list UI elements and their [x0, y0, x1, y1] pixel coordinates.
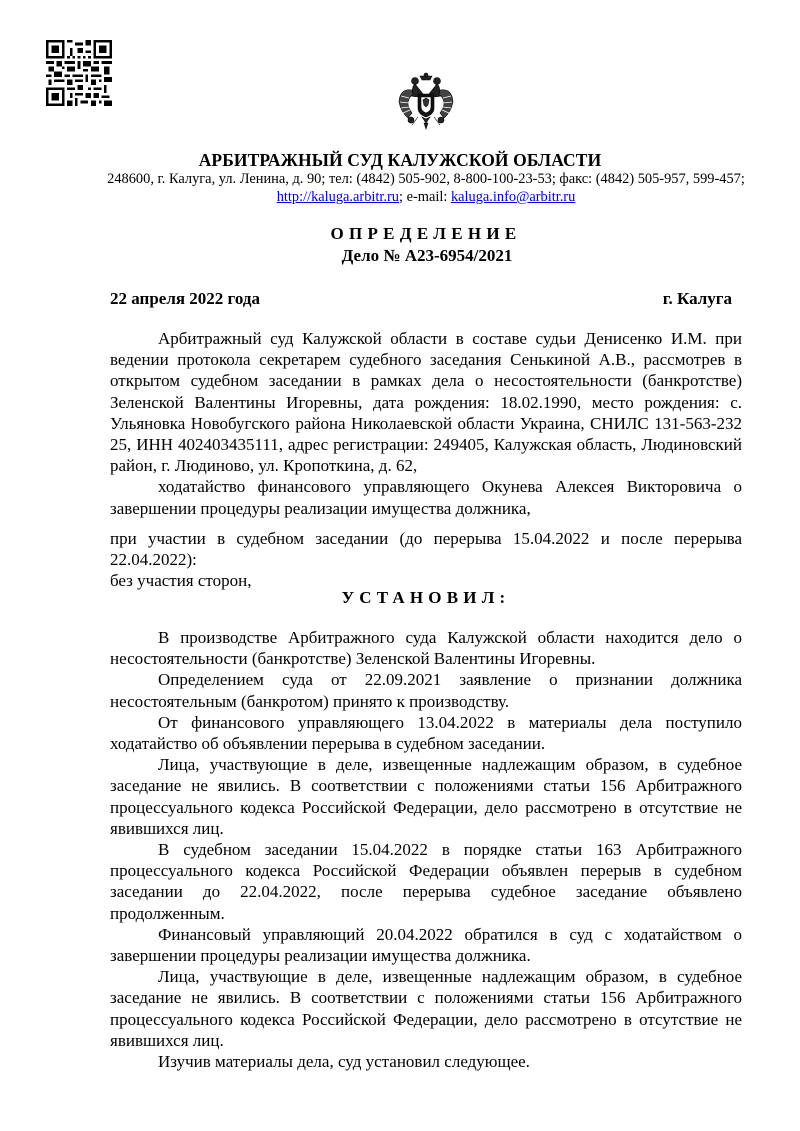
established-paragraph: Финансовый управляющий 20.04.2022 обратился в суд с ходатайством о завершении процедуры реализации имущества должника. [110, 924, 742, 966]
email-link[interactable]: kaluga.info@arbitr.ru [450, 189, 576, 205]
court-name: АРБИТРАЖНЫЙ СУД КАЛУЖСКОЙ ОБЛАСТИ [198, 150, 602, 170]
no-parties-line: без участия сторон, [110, 571, 252, 591]
established-paragraph: От финансового управляющего 13.04.2022 в материалы дела поступило ходатайство об объявлении перерыва в судебном заседании. [110, 712, 742, 754]
established-paragraph: Лица, участвующие в деле, извещенные надлежащим образом, в судебное заседание не явились. В соответствии с положениями статьи 156 Арбитражного процессуального кодекса Российской Федерации, дело рассмотрено в отсутствие не явившихся лиц. [110, 755, 742, 838]
date-line [110, 289, 732, 309]
established-section [110, 627, 742, 1072]
established-paragraph: Лица, участвующие в деле, извещенные надлежащим образом, в судебное заседание не явились. В соответствии с положениями статьи 156 Арбитражного процессуального кодекса Российской Федерации, дело рассмотрено в отсутствие не явившихся лиц. [110, 967, 742, 1050]
address-text: 248600, г. Калуга, ул. Ленина, д. 90; тел: (4842) 505-902, 8-800-100-23-53; факс: (4842) 505-957, 599-457; [107, 171, 745, 187]
document-date: 22 апреля 2022 года [110, 289, 260, 308]
established-paragraph: В производстве Арбитражного суда Калужской области находится дело о несостоятельности (банкротстве) Зеленской Валентины Игоревны. [110, 628, 742, 669]
court-address [100, 170, 752, 206]
document-city: г. Калуга [662, 289, 732, 308]
participation-line: при участии в судебном заседании (до перерыва 15.04.2022 и после перерыва 22.04.2022): [110, 529, 742, 570]
intro-section [110, 328, 742, 519]
petition-paragraph: ходатайство финансового управляющего Окунева Алексея Викторовича о завершении процедуры реализации имущества должника, [110, 477, 742, 518]
website-link[interactable]: http://kaluga.arbitr.ru [276, 189, 399, 205]
intro-paragraph: Арбитражный суд Калужской области в составе судьи Денисенко И.М. при ведении протокола секретарем судебного заседания Сенькиной А.В., рассмотрев в открытом судебном заседании в рамках дела о несостоятельности (банкротстве) Зеленской Валентины Игоревны, дата рождения: 18.02.1990, место рождения: с. Ульяновка Новобугского района Николаевской области Украина, СНИЛС 131-563-232 25, ИНН 402403435111, адрес регистрации: 249405, Калужская область, Людиновский район, г. Людиново, ул. Кропоткина, д. 62, [110, 329, 742, 476]
established-paragraph: В судебном заседании 15.04.2022 в порядке статьи 163 Арбитражного процессуального кодекса Российской Федерации объявлен перерыв в судебном заседании до 22.04.2022, после перерыва судебное заседание объявлено продолженным. [110, 840, 742, 923]
established-heading: УСТАНОВИЛ: [341, 588, 511, 607]
document-type: ОПРЕДЕЛЕНИЕ [330, 224, 522, 243]
case-number: Дело № А23-6954/2021 [341, 246, 513, 265]
coat-of-arms-icon [398, 72, 454, 130]
established-paragraph: Изучив материалы дела, суд установил следующее. [158, 1052, 530, 1072]
email-label: ; e-mail: [398, 189, 448, 205]
participation-section [110, 528, 742, 592]
qr-code-icon [46, 40, 112, 106]
established-paragraph: Определением суда от 22.09.2021 заявление о признании должника несостоятельным (банкротом) принято к производству. [110, 670, 742, 711]
